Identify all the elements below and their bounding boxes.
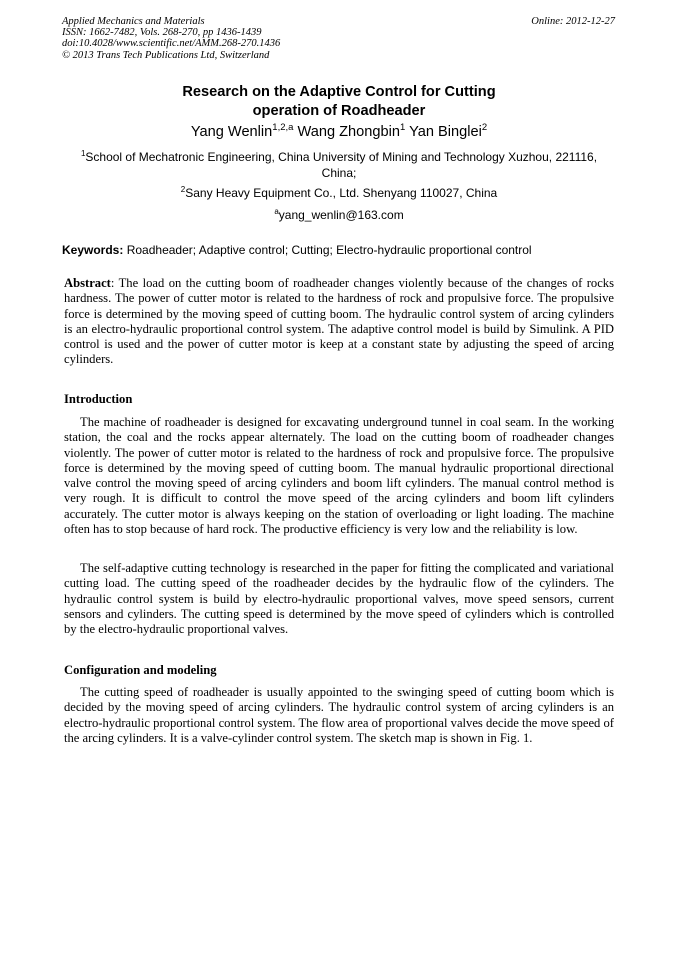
doi-line: doi:10.4028/www.scientific.net/AMM.268-270.1436 <box>62 38 281 50</box>
journal-name: Applied Mechanics and Materials <box>62 16 205 27</box>
affiliation-2 <box>62 186 616 202</box>
online-date: Online: 2012-12-27 <box>531 16 615 27</box>
email-text: yang_wenlin@163.com <box>278 208 404 222</box>
affiliation-text: School of Mechatronic Engineering, China University of Mining and Technology Xuzhou, 221116, China; <box>85 150 598 180</box>
author-email <box>62 208 616 224</box>
author-affil-mark: 1,2,a <box>272 122 294 133</box>
author-name: Yang Wenlin <box>190 124 273 140</box>
author-list <box>62 123 616 141</box>
issn-line: ISSN: 1662-7482, Vols. 268-270, pp 1436-1439 <box>62 27 262 39</box>
affiliation-mark: 1 <box>80 149 86 158</box>
author-name: Wang Zhongbin <box>297 124 400 140</box>
keywords <box>62 243 616 258</box>
email-mark: a <box>274 207 279 216</box>
paragraph: The machine of roadheader is designed for excavating underground tunnel in coal seam. In the working station, the coal and the rocks appear alternately. The load on the cutting boom of roadheader changes violently. The power of cutter motor is related to the hardness of rock and propulsive force. The propulsive force is determined by the moving speed of cutting boom. The manual hydraulic proportional directional valve control the moving speed of arcing cylinders and boom lift cylinders. The manual control method is very rough. It is difficult to control the move speed of the arcing cylinders and boom lift cylinders accurately. The cutter motor is always keeping on the station of overloading or light loading. The machine often has to stop because of hard rock. The productive efficiency is very low and the reliability is low. <box>64 415 614 537</box>
abstract-text: : The load on the cutting boom of roadheader changes violently because of the changes of rocks hardness. The power of cutter motor is related to the hardness of rock and propulsive force. The propulsive force is determined by the moving speed of cutting boom. The hydraulic control system of arcing cylinders is an electro-hydraulic proportional control system. The adaptive control model is build by Simulink. A PID control is used and the power of cutter motor is keep at a constant state by adjusting the speed of arcing cylinders. <box>64 276 614 367</box>
affiliation-1 <box>62 150 616 181</box>
author-affil-mark: 1 <box>399 122 406 133</box>
affiliation-mark: 2 <box>180 185 186 194</box>
title-line-1: Research on the Adaptive Control for Cutting <box>182 84 496 100</box>
section-heading-introduction: Introduction <box>64 392 133 406</box>
journal-header <box>62 16 280 61</box>
keywords-label: Keywords: <box>62 243 124 257</box>
abstract-label: Abstract <box>64 276 111 290</box>
author-name: Yan Binglei <box>409 124 482 140</box>
copyright-line: © 2013 Trans Tech Publications Ltd, Switzerland <box>62 49 270 61</box>
title-line-2: operation of Roadheader <box>252 102 426 119</box>
abstract <box>64 276 614 368</box>
keywords-text: Roadheader; Adaptive control; Cutting; Electro-hydraulic proportional control <box>126 243 532 257</box>
section-heading-configuration: Configuration and modeling <box>64 663 217 677</box>
paragraph: The self-adaptive cutting technology is researched in the paper for fitting the complicated and variational cutting load. The cutting speed of the roadheader decides by the hydraulic flow of the cylinders. The hydraulic control system is build by electro-hydraulic proportional valves, move speed sensors, current sensors and cylinders. The cutting speed is determined by the move speed of cylinders which is controlled by the electro-hydraulic proportional valves. <box>64 561 614 637</box>
author-affil-mark: 2 <box>481 122 488 133</box>
affiliation-text: Sany Heavy Equipment Co., Ltd. Shenyang 110027, China <box>185 186 498 200</box>
paragraph: The cutting speed of roadheader is usually appointed to the swinging speed of cutting boom which is decided by the moving speed of arcing cylinders. The hydraulic control system of arcing cylinders is an electro-hydraulic proportional control system. The flow area of proportional valves decide the move speed of the arcing cylinders. It is a valve-cylinder control system. The sketch map is shown in Fig. 1. <box>64 685 614 745</box>
paper-title <box>100 83 578 120</box>
